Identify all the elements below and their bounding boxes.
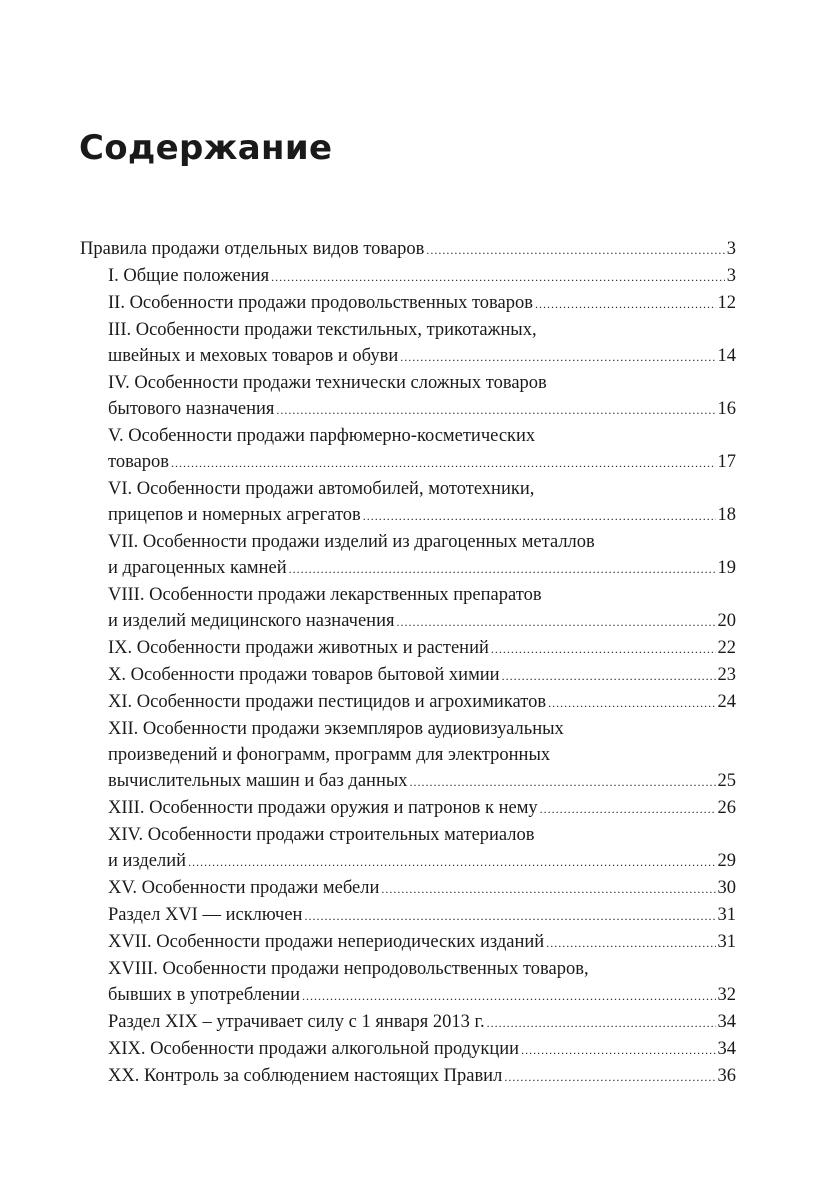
toc-entry-text: бывших в употреблении xyxy=(108,985,300,1005)
toc-entry-line xyxy=(108,848,736,875)
dot-leader xyxy=(188,849,715,875)
dot-leader xyxy=(304,903,715,929)
toc-entry[interactable] xyxy=(80,1036,736,1063)
toc-entry-text: и изделий xyxy=(108,851,187,871)
toc-entry-text: X. Особенности продажи товаров бытовой химии xyxy=(108,665,500,685)
toc-entry-text: II. Особенности продажи продовольственных товаров xyxy=(108,293,533,313)
toc-page-number: 3 xyxy=(726,239,736,259)
toc-page-number: 22 xyxy=(717,638,736,658)
toc-page-number: 25 xyxy=(717,771,736,791)
toc-entry[interactable] xyxy=(80,822,736,875)
dot-leader xyxy=(548,690,715,716)
toc-entry-text: вычислительных машин и баз данных xyxy=(108,771,408,791)
toc-entry-text: VII. Особенности продажи изделий из драгоценных металлов xyxy=(108,532,595,552)
toc-page-number: 34 xyxy=(717,1039,736,1059)
dot-leader xyxy=(400,344,715,370)
toc-entry-text: Раздел XVI — исключен xyxy=(108,905,303,925)
toc-entry-text: XX. Контроль за соблюдением настоящих Правил xyxy=(108,1066,503,1086)
toc-entry-text: бытового назначения xyxy=(108,399,275,419)
toc-entry-text: прицепов и номерных агрегатов xyxy=(108,505,361,525)
toc-entry-line xyxy=(108,635,736,662)
toc-entry-text: XVIII. Особенности продажи непродовольственных товаров, xyxy=(108,959,589,979)
toc-page-number: 29 xyxy=(717,851,736,871)
toc-entry-text: III. Особенности продажи текстильных, трикотажных, xyxy=(108,320,537,340)
toc-entry[interactable] xyxy=(80,582,736,635)
toc-entry[interactable] xyxy=(80,1063,736,1090)
dot-leader xyxy=(502,663,716,689)
toc-entry-text: и изделий медицинского назначения xyxy=(108,611,395,631)
toc-entry-line xyxy=(80,236,736,263)
toc-entry[interactable] xyxy=(80,795,736,822)
toc-entry[interactable] xyxy=(80,875,736,902)
toc-entry-line xyxy=(108,343,736,370)
toc-entry-text: XI. Особенности продажи пестицидов и агрохимикатов xyxy=(108,692,547,712)
toc-entry[interactable] xyxy=(80,929,736,956)
toc-entry[interactable] xyxy=(80,689,736,716)
toc-entry-text: швейных и меховых товаров и обуви xyxy=(108,346,399,366)
toc-page-number: 31 xyxy=(717,905,736,925)
toc-page-number: 34 xyxy=(717,1012,736,1032)
toc-entry-text: VIII. Особенности продажи лекарственных препаратов xyxy=(108,585,542,605)
toc-page-number: 30 xyxy=(717,878,736,898)
dot-leader xyxy=(546,930,715,956)
toc-entry-text: XIV. Особенности продажи строительных материалов xyxy=(108,825,535,845)
toc-entry-text: IX. Особенности продажи животных и растений xyxy=(108,638,489,658)
toc-entry[interactable] xyxy=(80,236,736,263)
toc-entry-line xyxy=(108,1063,736,1090)
dot-leader xyxy=(521,1037,715,1063)
toc-entry-text: и драгоценных камней xyxy=(108,558,287,578)
dot-leader xyxy=(535,291,716,317)
dot-leader xyxy=(426,237,724,263)
toc-entry[interactable] xyxy=(80,635,736,662)
toc-entry-line xyxy=(108,662,736,689)
toc-entry-line xyxy=(108,1009,736,1036)
toc-entry[interactable] xyxy=(80,370,736,423)
toc-entry-line xyxy=(108,608,736,635)
toc-entry[interactable] xyxy=(80,423,736,476)
toc-entry-line xyxy=(108,555,736,582)
toc-entry[interactable] xyxy=(80,956,736,1009)
dot-leader xyxy=(487,1010,716,1036)
toc-page-number: 20 xyxy=(717,611,736,631)
page-title: Содержание xyxy=(79,128,333,168)
toc-entry[interactable] xyxy=(80,662,736,689)
dot-leader xyxy=(171,450,715,476)
toc-page-number: 12 xyxy=(717,293,736,313)
toc-entry-line xyxy=(108,982,736,1009)
toc-entry-line xyxy=(108,929,736,956)
toc-entry-line xyxy=(108,795,736,822)
toc-entry-line xyxy=(108,449,736,476)
dot-leader xyxy=(289,556,716,582)
toc-entry-line xyxy=(108,689,736,716)
toc-entry-line xyxy=(108,768,736,795)
toc-entry-line xyxy=(108,290,736,317)
toc-page-number: 26 xyxy=(717,798,736,818)
toc-entry[interactable] xyxy=(80,317,736,370)
toc-page-number: 24 xyxy=(717,692,736,712)
dot-leader xyxy=(491,636,716,662)
toc-entry-text: товаров xyxy=(108,452,170,472)
toc-entry-line xyxy=(108,396,736,423)
toc-page-number: 18 xyxy=(717,505,736,525)
toc-entry-text: V. Особенности продажи парфюмерно-косметических xyxy=(108,426,536,446)
toc-entry-text: XIII. Особенности продажи оружия и патронов к нему xyxy=(108,798,538,818)
toc-entry[interactable] xyxy=(80,290,736,317)
dot-leader xyxy=(302,983,716,1009)
dot-leader xyxy=(363,503,716,529)
toc-entry-line xyxy=(108,1036,736,1063)
toc-entry[interactable] xyxy=(80,263,736,290)
toc-entry-text: Раздел XIX – утрачивает силу с 1 января 2013 г. xyxy=(108,1012,485,1032)
toc-entry-text: XV. Особенности продажи мебели xyxy=(108,878,380,898)
toc-entry-text: I. Общие положения xyxy=(108,266,270,286)
toc-entry-line xyxy=(108,502,736,529)
toc-page-number: 19 xyxy=(717,558,736,578)
toc-entry-line xyxy=(108,875,736,902)
toc-page-number: 16 xyxy=(717,399,736,419)
toc-page-number: 32 xyxy=(717,985,736,1005)
toc-entry-text: Правила продажи отдельных видов товаров xyxy=(80,239,425,259)
toc-entry-text: VI. Особенности продажи автомобилей, мототехники, xyxy=(108,479,535,499)
toc-entry-text: XVII. Особенности продажи непериодических изданий xyxy=(108,932,545,952)
toc-entry[interactable] xyxy=(80,529,736,582)
toc-page-number: 17 xyxy=(717,452,736,472)
toc-entry[interactable] xyxy=(80,1009,736,1036)
toc-page-number: 23 xyxy=(717,665,736,685)
dot-leader xyxy=(540,796,716,822)
toc-entry-text: XII. Особенности продажи экземпляров аудиовизуальных xyxy=(108,719,564,739)
dot-leader xyxy=(397,609,716,635)
dot-leader xyxy=(276,397,715,423)
toc-entry-text: XIX. Особенности продажи алкогольной продукции xyxy=(108,1039,520,1059)
toc-page-number: 14 xyxy=(717,346,736,366)
dot-leader xyxy=(271,264,725,290)
toc-page-number: 3 xyxy=(726,266,736,286)
toc-entry-text: IV. Особенности продажи технически сложных товаров xyxy=(108,373,547,393)
toc-page-number: 36 xyxy=(717,1066,736,1086)
toc-entry-text: произведений и фонограмм, программ для электронных xyxy=(108,745,551,765)
toc-entry[interactable] xyxy=(80,476,736,529)
dot-leader xyxy=(381,876,715,902)
toc-entry[interactable] xyxy=(80,902,736,929)
dot-leader xyxy=(504,1064,715,1090)
toc-page-number: 31 xyxy=(717,932,736,952)
toc-entry-line xyxy=(108,902,736,929)
toc-entry-line xyxy=(108,263,736,290)
toc-entry[interactable] xyxy=(80,716,736,795)
table-of-contents xyxy=(80,236,736,1090)
dot-leader xyxy=(410,769,716,795)
